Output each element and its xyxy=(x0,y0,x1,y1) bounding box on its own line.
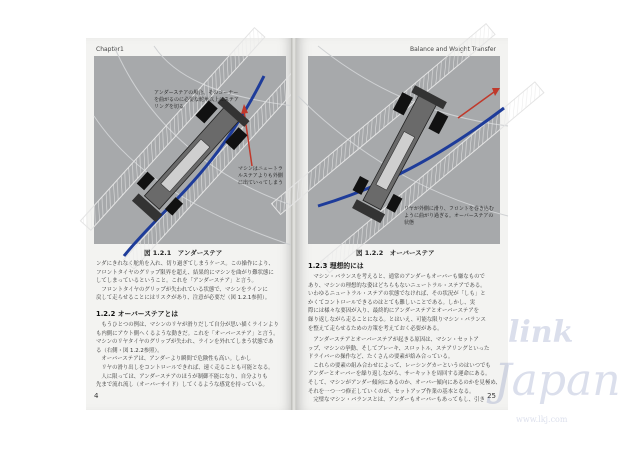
page-number-right: 25 xyxy=(487,392,496,400)
text-line: 人に限っては、アンダーステアのほうが制御不能になり、自分よりも xyxy=(96,373,268,380)
text-line: る（右側・図 1.2.2参照）。 xyxy=(96,347,163,354)
text-line: オーバーステアは、アンダーより瞬間で危険性も高い。しかし xyxy=(96,356,252,363)
watermark-japan: Japan xyxy=(494,355,621,406)
left-paragraph-2 xyxy=(96,321,288,390)
left-page-header: Chapter1 xyxy=(96,46,124,53)
text-line: アンダーステアとオーバーステアが起きる原因は、マシン・セットア xyxy=(308,337,479,343)
text-line: あり、マシンの理想的な姿はどちらもないニュートラル・ステアである。 xyxy=(308,282,486,289)
text-line: それを一つ一つ修正していくのが、セットアップ作業の基本となる。 xyxy=(308,388,475,395)
text-line: も内側にアウト側へくるような動きだ。これを「オーバーステア」と言う。 xyxy=(96,330,279,337)
right-page xyxy=(296,38,508,410)
oversteer-label: リヤが外側に滑り、フロントを巻き込むように曲がり過ぎる。オーバーステアの状態 xyxy=(404,206,494,226)
watermark-link: link xyxy=(508,315,574,350)
text-line: かくてコントロールできるのはとても難しいことである。しかし、実 xyxy=(308,299,476,306)
text-line: ップ、マシンの挙動、そしてブレーキ、スロットル、ステアリングといった xyxy=(308,345,490,352)
text-line: 繰り返しながら走ることになる。とはいえ、可能な限りマシン・バランス xyxy=(308,316,486,323)
section-title-oversteer: 1.2.2 オーバーステアとは xyxy=(96,310,179,318)
text-line: いわゆるニュートラル・ステアの状態でなければ、その状況が「しも」と xyxy=(308,291,486,298)
text-line: マシン・バランスを考えると、通常のアンダーもオーバーも嫌なもので xyxy=(308,274,485,280)
figure-oversteer xyxy=(308,56,500,244)
text-line: 先まで流れ流し（オーバーサイド）してくるような感覚を持っている。 xyxy=(96,382,268,389)
text-line: ンダにきれなく舵角を入れ、切り過ぎてしまうケース。この操作により、 xyxy=(96,261,274,267)
text-line: 完璧なマシン・バランスとは、アンダーもオーバーもあってもし、引き xyxy=(308,397,485,404)
text-line: リヤの滑り出しをコントロールできれば、速く走ることも可能となる。 xyxy=(96,364,274,371)
text-line: 戻して走らせることにはリスクがあり、注意が必要だ（図 1.2.1参照）。 xyxy=(96,295,271,302)
left-paragraph-1 xyxy=(96,260,288,303)
left-page xyxy=(86,38,294,410)
watermark-url: www.lkj.com xyxy=(516,415,568,424)
text-line: してしまっているということ。これを「アンダーステア」と言う。 xyxy=(96,278,257,285)
understeer-illustration xyxy=(94,56,286,244)
text-line: アンダーとオーバーを繰り返しながら、サーキットを周回する運命にある。 xyxy=(308,371,491,378)
figure-caption-understeer: 図 1.2.1 アンダーステア xyxy=(144,249,223,257)
text-line: フロントタイヤのグリップが失われている状態で、マシンをラインに xyxy=(96,286,268,293)
section-title-ideal: 1.2.3 理想的には xyxy=(308,262,364,270)
text-line: そして、マシンがアンダー傾向にあるのか、オーバー傾向にあるのかを見極め、 xyxy=(308,379,501,386)
open-book xyxy=(86,38,508,410)
text-line: マシンのリヤタイヤのグリップが失われ、ラインを外れてしまう状態であ xyxy=(96,339,274,346)
text-line: ドライバーの操作など、たくさんの要素が絡み合っている。 xyxy=(308,354,454,361)
right-page-header: Balance and Weight Transfer xyxy=(410,46,496,53)
text-line: もうひとつの例は、マシンのリヤが滑りだして自分が思い描くラインより xyxy=(96,322,279,328)
text-line: 際には様々な要因が入り、最終的にアンダーステアとオーバーステアを xyxy=(308,308,480,315)
right-paragraph-2 xyxy=(308,336,502,405)
watermark xyxy=(494,315,621,435)
right-paragraph-1 xyxy=(308,273,502,333)
understeer-label-top: アンダーステアの場合、そのコーナーを曲がるのに必要な舵角以上にステアリングを切る xyxy=(154,90,239,110)
text-line: これらの要素の組み合わせによって、レーシングカーというのはいつでも xyxy=(308,362,491,369)
figure-understeer xyxy=(94,56,286,244)
page-number-left: 4 xyxy=(94,392,99,400)
figure-caption-oversteer: 図 1.2.2 オーバーステア xyxy=(356,249,435,257)
text-line: フロントタイヤのグリップ限界を超え、結果的にマシンを曲がり難状態に xyxy=(96,269,274,276)
understeer-label-side: マシンはニュートラルステアよりも外側に出ていってしまう xyxy=(238,166,284,186)
text-line: を整えて走らせるための方策を考えておく必要がある。 xyxy=(308,325,443,332)
